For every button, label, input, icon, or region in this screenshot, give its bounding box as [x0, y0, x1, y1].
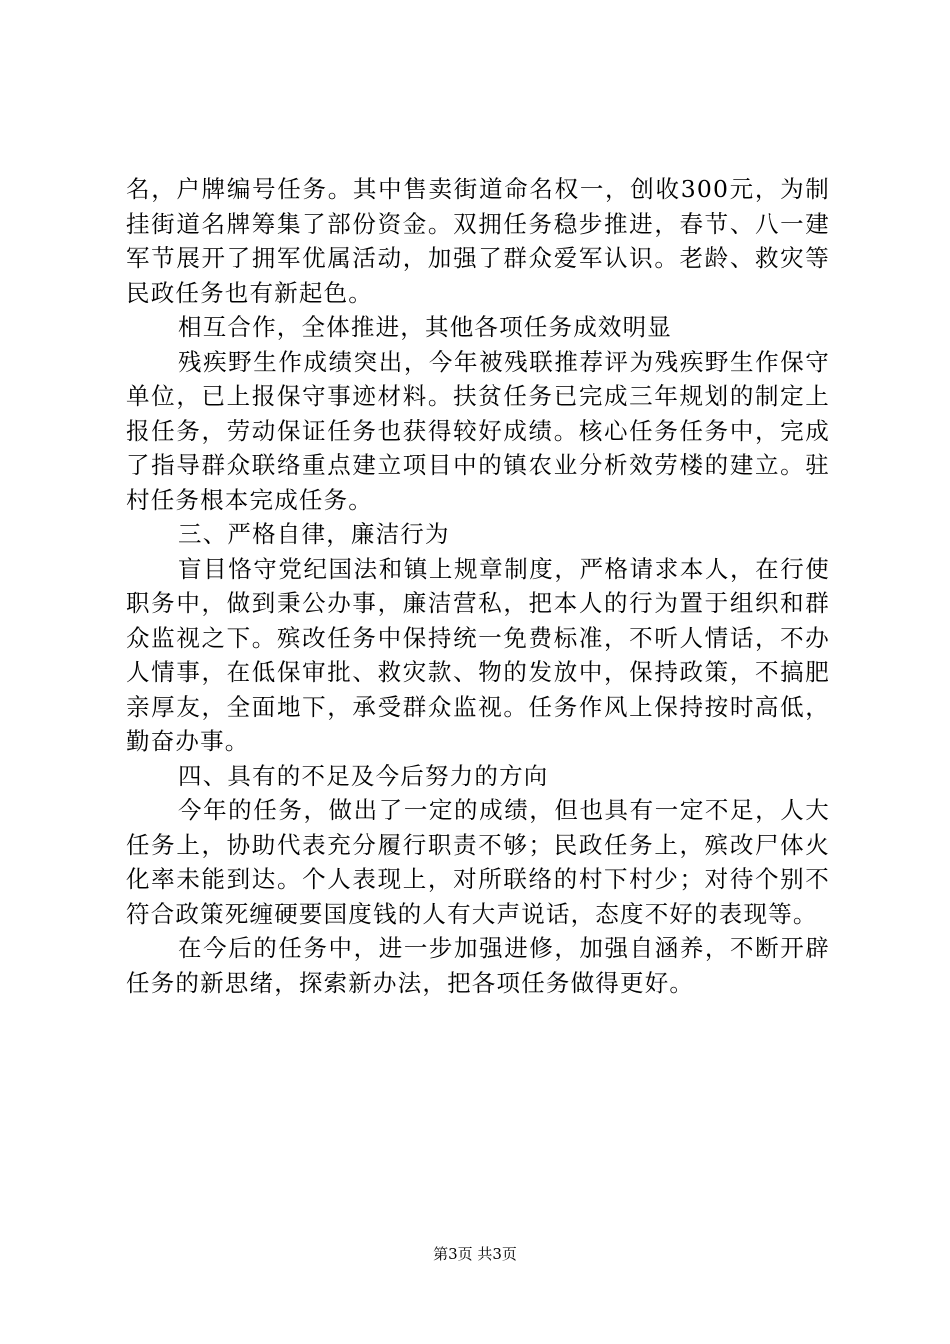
paragraph-8: 在今后的任务中，进一步加强进修，加强自涵养，不断开辟任务的新思绪，探索新办法，把各项任务做得更好。 — [126, 934, 830, 997]
paragraph-3: 残疾野生作成绩突出，今年被残联推荐评为残疾野生作保守单位，已上报保守事迹材料。扶贫任务已完成三年规划的制定上报任务，劳动保证任务也获得较好成绩。核心任务任务中，完成了指导群众联络重点建立项目中的镇农业分析效劳楼的建立。驻村任务根本完成任务。 — [126, 347, 830, 514]
paragraph-2-heading: 相互合作，全体推进，其他各项任务成效明显 — [178, 313, 672, 341]
page-footer: 第3页 共3页 — [433, 1245, 517, 1263]
paragraph-7: 今年的任务，做出了一定的成绩，但也具有一定不足，人大任务上，协助代表充分履行职责不够；民政任务上，殡改尸体火化率未能到达。个人表现上，对所联络的村下村少；对待个别不符合政策死缠硬要国度钱的人有大声说话，态度不好的表现等。 — [126, 796, 830, 928]
document-body — [126, 172, 830, 1000]
section-heading-4: 四、具有的不足及今后努力的方向 — [178, 761, 549, 790]
paragraph-1: 名，户牌编号任务。其中售卖街道命名权一，创收300元，为制挂街道名牌筹集了部份资金。双拥任务稳步推进，春节、八一建军节展开了拥军优属活动，加强了群众爱军认识。老龄、救灾等民政任务也有新起色。 — [126, 175, 830, 307]
section-heading-3: 三、严格自律，廉洁行为 — [178, 520, 450, 548]
paragraph-5: 盲目恪守党纪国法和镇上规章制度，严格请求本人，在行使职务中，做到秉公办事，廉洁营私，把本人的行为置于组织和群众监视之下。殡改任务中保持统一免费标准，不听人情话，不办人情事，在低保审批、救灾款、物的发放中，保持政策，不搞肥亲厚友，全面地下，承受群众监视。任务作风上保持按时高低，勤奋办事。 — [126, 554, 830, 755]
